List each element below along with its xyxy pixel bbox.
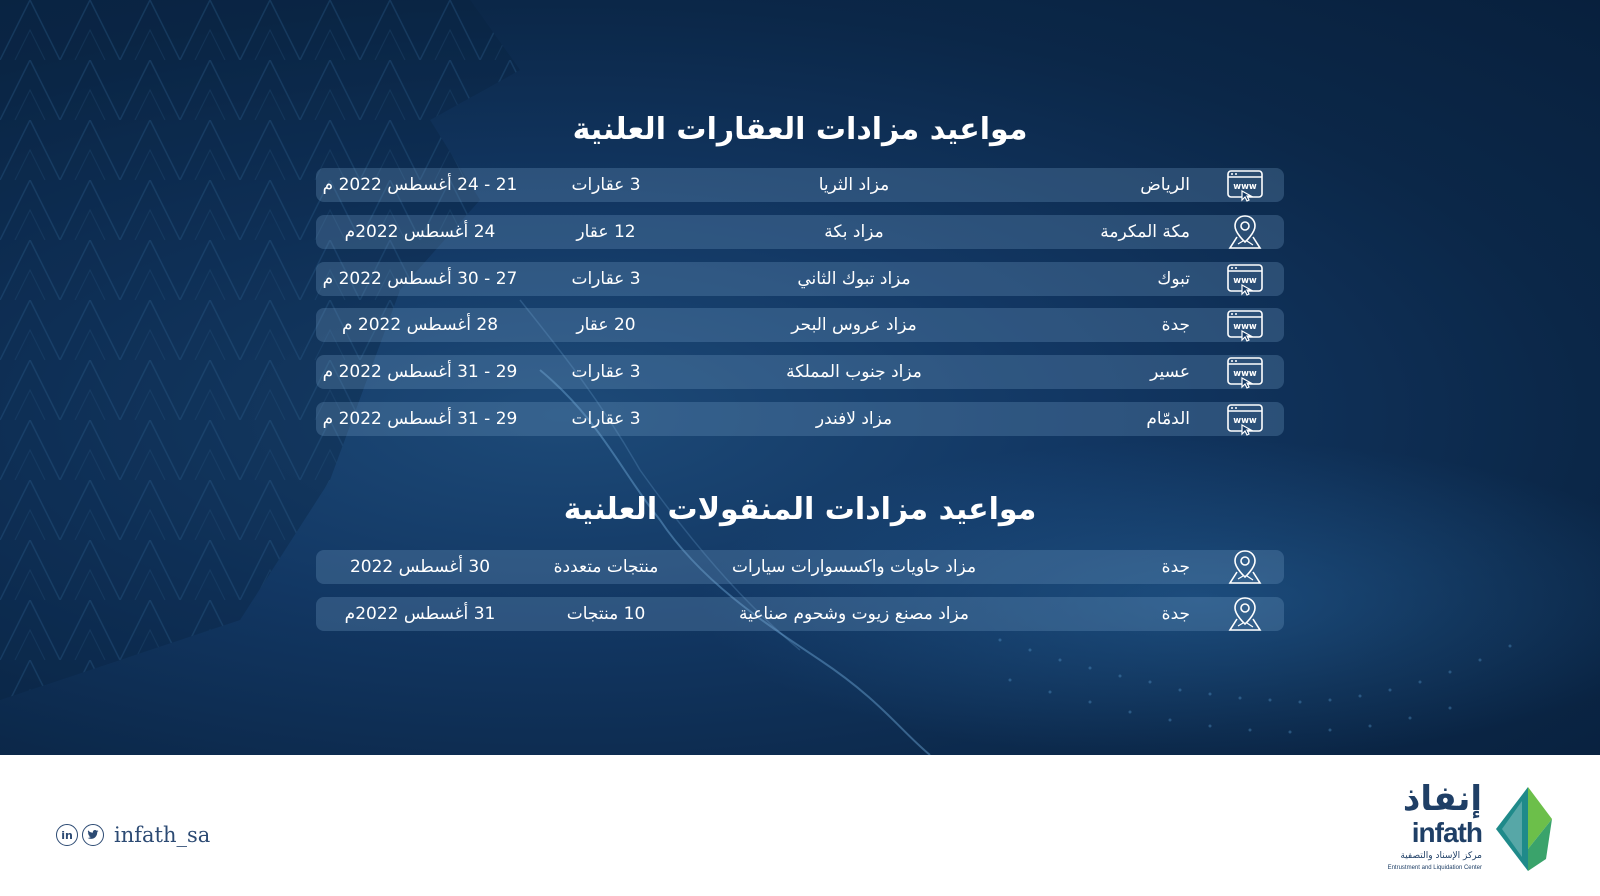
row-date: 21 - 24 أغسطس 2022 م: [322, 175, 518, 195]
row-count: 20 عقار: [576, 315, 636, 336]
www-icon: [1226, 306, 1264, 344]
movables-title: مواعيد مزادات المنقولات العلنية: [563, 492, 1037, 527]
logo-mark-icon: [1488, 779, 1554, 879]
real-estate-title: مواعيد مزادات العقارات العلنية: [572, 112, 1028, 147]
logo-subtitle-arabic: مركز الإسناد والتصفية: [1400, 851, 1482, 861]
twitter-icon[interactable]: [82, 824, 104, 846]
row-date: 29 - 31 أغسطس 2022 م: [322, 409, 518, 429]
svg-text:www: www: [1233, 182, 1257, 192]
table-row: [316, 308, 1284, 342]
row-date: 28 أغسطس 2022 م: [341, 315, 499, 336]
row-city: تبوك: [1157, 268, 1190, 289]
table-row: [316, 597, 1284, 631]
social-handle[interactable]: infath_sa: [114, 823, 211, 847]
table-row: [316, 168, 1284, 202]
location-pin-icon: [1226, 595, 1264, 633]
row-auction-name: مزاد بكة: [824, 221, 884, 242]
row-city: عسير: [1150, 362, 1190, 383]
row-city: جدة: [1161, 315, 1190, 336]
row-auction-name: مزاد تبوك الثاني: [797, 268, 911, 289]
row-date: 30 أغسطس 2022: [349, 557, 491, 577]
www-icon: [1226, 166, 1264, 204]
row-auction-name: مزاد جنوب المملكة: [786, 362, 922, 383]
row-auction-name: مزاد عروس البحر: [791, 315, 917, 336]
www-icon: [1226, 353, 1264, 391]
row-city: الرياض: [1140, 175, 1190, 195]
logo-arabic-text: إنفاذ: [1402, 779, 1482, 819]
row-city: جدة: [1161, 557, 1190, 577]
row-count: 3 عقارات: [571, 409, 641, 429]
infath-logo: [1374, 779, 1554, 879]
location-pin-icon: [1226, 213, 1264, 251]
footer: [0, 755, 1600, 896]
www-icon: [1226, 400, 1264, 438]
svg-text:www: www: [1233, 416, 1257, 426]
table-row: [316, 550, 1284, 584]
row-city: جدة: [1161, 603, 1190, 624]
table-row: [316, 355, 1284, 389]
row-count: 3 عقارات: [571, 175, 641, 195]
table-row: [316, 215, 1284, 249]
logo-subtitle-english: Entrustment and Liquidation Center: [1387, 865, 1482, 871]
row-count: 12 عقار: [576, 221, 636, 242]
row-date: 31 أغسطس 2022م: [344, 603, 496, 624]
row-date: 29 - 31 أغسطس 2022 م: [322, 362, 518, 383]
row-city: الدمّام: [1146, 409, 1190, 429]
logo-english-text: infath: [1411, 817, 1482, 848]
www-icon: [1226, 260, 1264, 298]
linkedin-icon[interactable]: in: [56, 824, 78, 846]
social-links: [56, 821, 210, 849]
row-count: 10 منتجات: [566, 603, 646, 624]
row-count: 3 عقارات: [571, 268, 641, 289]
row-count: منتجات متعددة: [553, 557, 659, 577]
row-auction-name: مزاد الثريا: [818, 175, 890, 195]
table-row: [316, 402, 1284, 436]
svg-text:www: www: [1233, 322, 1257, 333]
table-row: [316, 262, 1284, 296]
row-auction-name: مزاد مصنع زيوت وشحوم صناعية: [738, 603, 969, 624]
row-city: مكة المكرمة: [1100, 221, 1190, 242]
svg-text:www: www: [1233, 275, 1257, 286]
row-auction-name: مزاد حاويات واكسسوارات سيارات: [731, 557, 977, 577]
row-date: 27 - 30 أغسطس 2022 م: [322, 268, 518, 289]
svg-text:www: www: [1233, 369, 1257, 380]
location-pin-icon: [1226, 548, 1264, 586]
row-count: 3 عقارات: [571, 362, 641, 383]
row-date: 24 أغسطس 2022م: [344, 221, 496, 242]
row-auction-name: مزاد لافندر: [815, 409, 893, 429]
